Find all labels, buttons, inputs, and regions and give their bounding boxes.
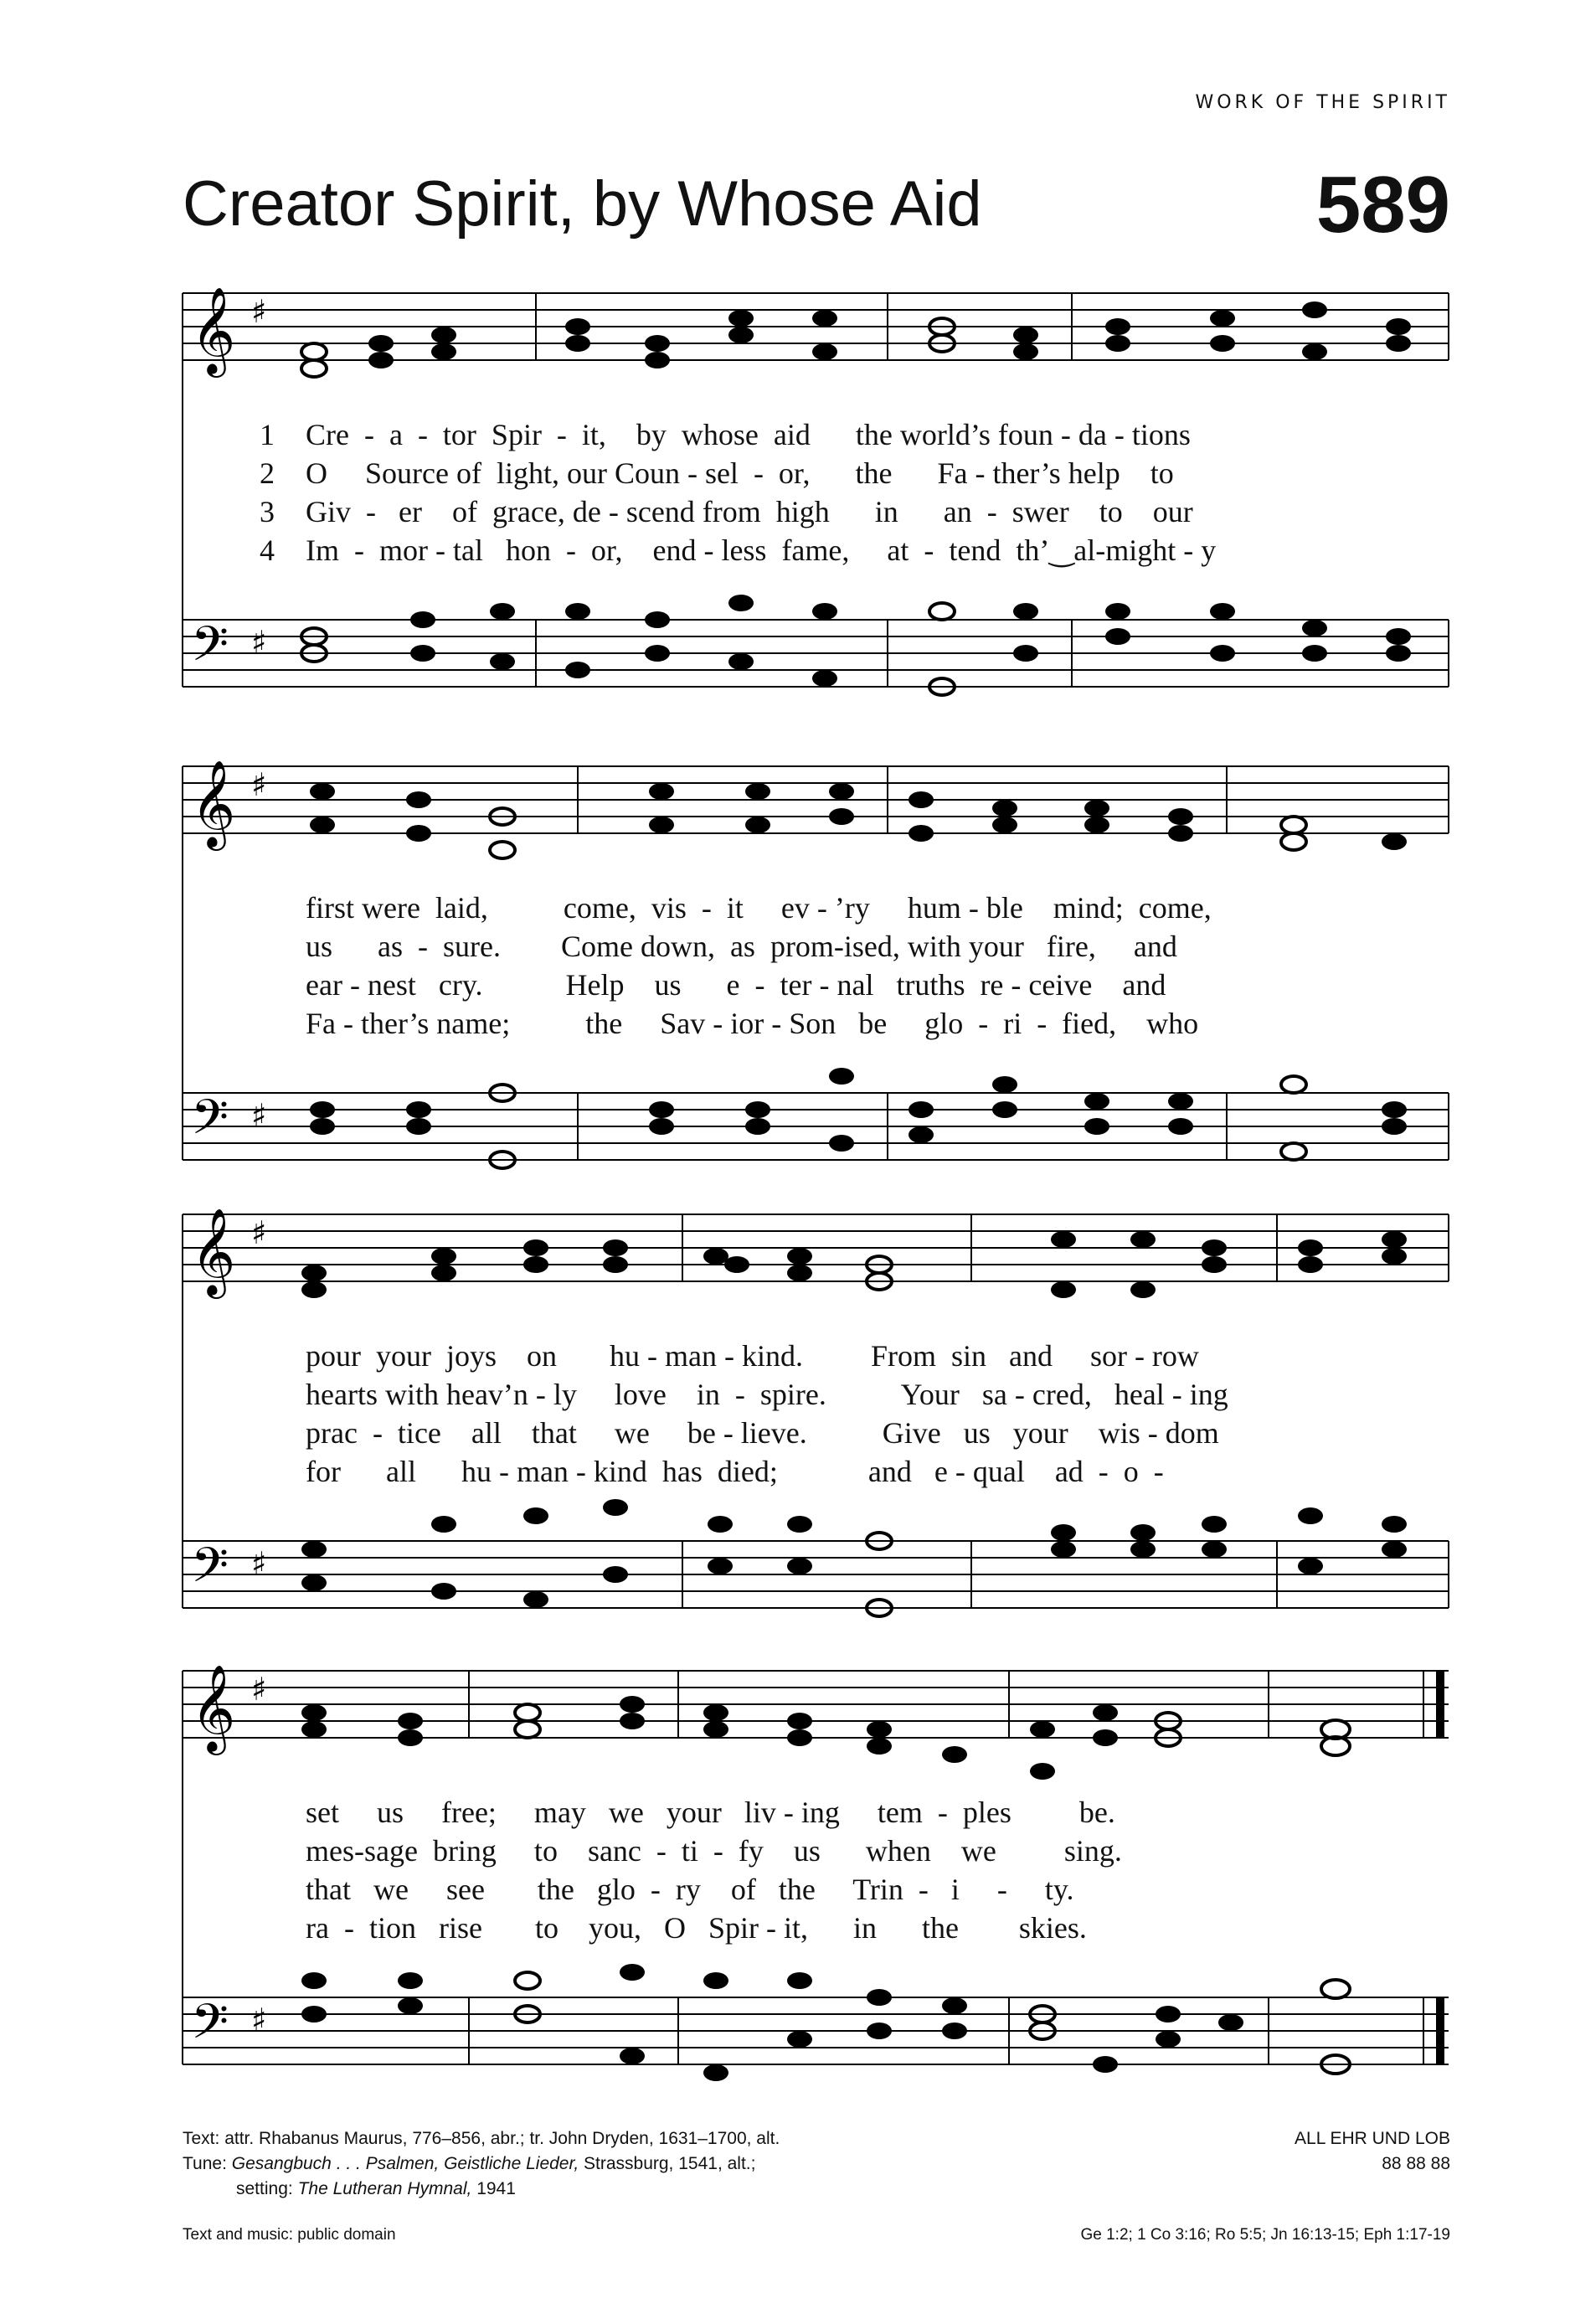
svg-text:♯: ♯ — [251, 1671, 267, 1708]
svg-text:𝄞: 𝄞 — [191, 760, 236, 848]
rights-notice: Text and music: public domain — [183, 2226, 396, 2244]
svg-text:♯: ♯ — [251, 1214, 267, 1251]
text-credit-value: attr. Rhabanus Maurus, 776–856, abr.; tr. John Dryden, 1631–1700, alt. — [224, 2129, 780, 2148]
tune-credit-prefix: Tune: — [183, 2154, 227, 2173]
lyric-line: prac - tice all that we be - lieve. Give us your wis - dom — [306, 1416, 1219, 1450]
lyric-line: Giv - er of grace, de - scend from high in an - swer to our — [306, 495, 1193, 528]
svg-text:𝄞: 𝄞 — [191, 1208, 236, 1296]
svg-text:𝄢: 𝄢 — [191, 1993, 229, 2062]
tune-rest: Strassburg, 1541, alt.; — [584, 2154, 756, 2173]
music-system-4 — [0, 1662, 1570, 2098]
verse-number: 3 — [260, 495, 275, 528]
music-system-3 — [0, 1206, 1570, 1641]
lyric-line: first were laid, come, vis - it ev - ’ry hum - ble mind; come, — [306, 891, 1212, 925]
svg-text:♯: ♯ — [251, 766, 267, 803]
lyric-line: mes-sage bring to sanc - ti - fy us when we sing. — [306, 1834, 1122, 1868]
setting-prefix: setting: — [236, 2179, 293, 2198]
lyric-line: Fa - ther’s name; the Sav - ior - Son be glo - ri - fied, who — [306, 1007, 1199, 1040]
setting-source: The Lutheran Hymnal, — [297, 2179, 472, 2198]
svg-text:♯: ♯ — [251, 293, 267, 330]
music-system-2 — [0, 758, 1570, 1193]
svg-text:𝄢: 𝄢 — [191, 616, 229, 684]
scripture-refs: Ge 1:2; 1 Co 3:16; Ro 5:5; Jn 16:13-15; Eph 1:17-19 — [1080, 2226, 1450, 2244]
lyric-line: hearts with heav’n - ly love in - spire. Your sa - cred, heal - ing — [306, 1378, 1228, 1411]
tune-credit — [183, 2154, 755, 2174]
meter: 88 88 88 — [1382, 2154, 1450, 2173]
verse-number: 1 — [260, 418, 275, 451]
lyric-line: Im - mor - tal hon - or, end - less fame, at - tend th’‿al-might - y — [306, 533, 1217, 567]
svg-text:𝄞: 𝄞 — [191, 1664, 236, 1752]
setting-year: 1941 — [476, 2179, 516, 2198]
svg-text:♯: ♯ — [251, 1545, 267, 1582]
lyric-line: O Source of light, our Coun - sel - or, the Fa - ther’s help to — [306, 456, 1174, 490]
verse-number: 2 — [260, 456, 275, 490]
lyric-line: that we see the glo - ry of the Trin - i - ty. — [306, 1873, 1074, 1906]
lyric-line: ra - tion rise to you, O Spir - it, in the skies. — [306, 1911, 1087, 1945]
section-label: WORK OF THE SPIRIT — [1195, 92, 1450, 113]
tune-source: Gesangbuch . . . Psalmen, Geistliche Lieder, — [231, 2154, 579, 2173]
lyric-line: for all hu - man - kind has died; and e - qual ad - o - — [306, 1455, 1164, 1488]
lyric-line: pour your joys on hu - man - kind. From sin and sor - row — [306, 1339, 1199, 1373]
tune-name: ALL EHR UND LOB — [1295, 2129, 1450, 2148]
svg-text:♯: ♯ — [251, 624, 267, 661]
music-system-1 — [0, 285, 1570, 720]
lyric-line: ear - nest cry. Help us e - ter - nal truths re - ceive and — [306, 968, 1166, 1002]
text-credit — [183, 2129, 780, 2149]
text-credit-prefix: Text: — [183, 2129, 220, 2148]
svg-text:♯: ♯ — [251, 1097, 267, 1134]
verse-number: 4 — [260, 533, 275, 567]
lyric-line: Cre - a - tor Spir - it, by whose aid the world’s foun - da - tions — [306, 418, 1191, 451]
svg-text:𝄢: 𝄢 — [191, 1537, 229, 1605]
svg-text:♯: ♯ — [251, 2002, 267, 2038]
lyric-line: set us free; may we your liv - ing tem - ples be. — [306, 1796, 1115, 1829]
setting-credit — [236, 2179, 516, 2199]
svg-text:𝄢: 𝄢 — [191, 1089, 229, 1157]
hymn-number: 589 — [1315, 160, 1450, 250]
hymn-title: Creator Spirit, by Whose Aid — [183, 168, 982, 240]
lyric-line: us as - sure. Come down, as prom-ised, with your fire, and — [306, 930, 1177, 963]
svg-text:𝄞: 𝄞 — [191, 286, 236, 374]
